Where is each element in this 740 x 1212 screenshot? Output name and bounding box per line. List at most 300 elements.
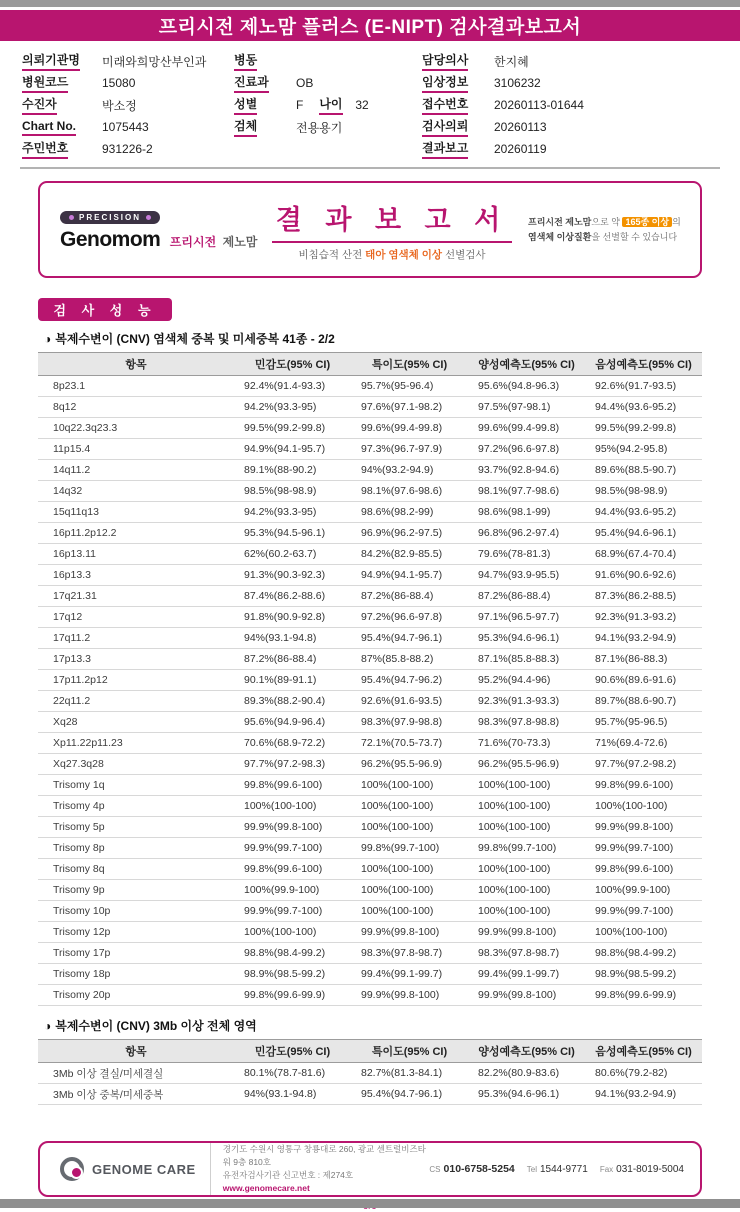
field-value: 15080 <box>102 76 136 90</box>
table-row <box>38 544 702 565</box>
value-cell: 99.8%(99.7-100) <box>351 838 468 859</box>
footer-address-block <box>210 1143 430 1196</box>
side-note-text: 의 <box>672 216 681 227</box>
table-row <box>38 733 702 754</box>
field-value: 20260113-01644 <box>494 98 584 112</box>
report-title-banner <box>0 10 740 41</box>
value-cell: 96.8%(96.2-97.4) <box>468 523 585 544</box>
item-cell: Trisomy 5p <box>38 817 234 838</box>
value-cell: 100%(100-100) <box>351 880 468 901</box>
table-row <box>38 502 702 523</box>
table-row <box>38 901 702 922</box>
value-cell: 95.3%(94.6-96.1) <box>468 628 585 649</box>
field-label-cell <box>234 51 296 71</box>
patient-info-row <box>22 50 234 72</box>
item-cell: Trisomy 1q <box>38 775 234 796</box>
item-cell: 17p11.2p12 <box>38 670 234 691</box>
value-cell: 95.2%(94.4-96) <box>468 670 585 691</box>
item-cell: 17q21.31 <box>38 586 234 607</box>
value-cell: 92.3%(91.3-93.3) <box>468 691 585 712</box>
value-cell: 99.9%(99.7-100) <box>585 838 702 859</box>
value-cell: 94.1%(93.2-94.9) <box>585 628 702 649</box>
value-cell: 100%(100-100) <box>351 817 468 838</box>
table-row <box>38 985 702 1006</box>
field-label-cell <box>22 119 102 136</box>
patient-info-row <box>22 94 234 116</box>
genomecare-logo-text: GENOME CARE <box>92 1161 196 1177</box>
value-cell: 97.7%(97.2-98.3) <box>234 754 351 775</box>
field-label: Chart No. <box>22 119 76 136</box>
contact-fax <box>600 1164 684 1175</box>
value-cell: 92.6%(91.7-93.5) <box>585 376 702 397</box>
field-value: 20260119 <box>494 142 547 156</box>
field-label: 나이 <box>319 95 342 115</box>
value-cell: 99.6%(99.4-99.8) <box>351 418 468 439</box>
value-cell: 91.6%(90.6-92.6) <box>585 565 702 586</box>
contact-label: Fax <box>599 1164 614 1174</box>
value-cell: 89.6%(88.5-90.7) <box>585 460 702 481</box>
value-cell: 98.1%(97.6-98.6) <box>351 481 468 502</box>
value-cell: 91.8%(90.9-92.8) <box>234 607 351 628</box>
value-cell: 97.2%(96.6-97.8) <box>351 607 468 628</box>
value-cell: 100%(100-100) <box>234 922 351 943</box>
value-cell: 99.9%(99.8-100) <box>351 922 468 943</box>
field-label-cell <box>422 139 494 159</box>
value-cell: 100%(100-100) <box>468 817 585 838</box>
value-cell: 99.8%(99.6-99.9) <box>585 985 702 1006</box>
table-row <box>38 880 702 901</box>
value-cell: 99.9%(99.7-100) <box>234 838 351 859</box>
field-value: 931226-2 <box>102 142 153 156</box>
value-cell: 99.9%(99.8-100) <box>468 922 585 943</box>
field-value: 박소정 <box>102 98 137 113</box>
value-cell: 99.9%(99.8-100) <box>234 817 351 838</box>
value-cell: 99.9%(99.7-100) <box>234 901 351 922</box>
item-cell: 8q12 <box>38 397 234 418</box>
column-header-specificity: 특이도(95% CI) <box>351 353 468 376</box>
item-cell: 17q12 <box>38 607 234 628</box>
patient-info-row <box>422 94 724 116</box>
item-cell: 16p13.3 <box>38 565 234 586</box>
value-cell: 71%(69.4-72.6) <box>585 733 702 754</box>
value-cell: 80.1%(78.7-81.6) <box>234 1063 351 1084</box>
value-cell: 97.3%(96.7-97.9) <box>351 439 468 460</box>
value-cell: 99.9%(99.7-100) <box>585 901 702 922</box>
patient-info-row <box>22 138 234 160</box>
patient-info-row <box>422 116 724 138</box>
value-cell: 99.9%(99.8-100) <box>468 985 585 1006</box>
item-cell: 10q22.3q23.3 <box>38 418 234 439</box>
subtitle-pre: 비침습적 산전 <box>298 248 363 261</box>
table-row <box>38 838 702 859</box>
value-cell: 99.8%(99.7-100) <box>468 838 585 859</box>
value-cell: 95.4%(94.7-96.1) <box>351 1084 468 1105</box>
side-note-highlight: 165종 이상 <box>622 217 672 227</box>
badge-dot-icon <box>146 215 151 220</box>
table-row <box>38 691 702 712</box>
table-row <box>38 628 702 649</box>
field-label: 진료과 <box>234 73 269 93</box>
value-cell: 96.9%(96.2-97.5) <box>351 523 468 544</box>
column-header-specificity: 특이도(95% CI) <box>351 1040 468 1063</box>
field-value: 20260113 <box>494 120 547 134</box>
field-label: 결과보고 <box>422 139 468 159</box>
patient-info-column-right <box>422 50 724 160</box>
table-row <box>38 418 702 439</box>
value-cell: 94.2%(93.3-95) <box>234 397 351 418</box>
value-cell: 95.3%(94.6-96.1) <box>468 1084 585 1105</box>
value-cell: 98.5%(98-98.9) <box>585 481 702 502</box>
side-note-brand: 프리시전 제노맘 <box>528 216 592 227</box>
value-cell: 98.9%(98.5-99.2) <box>234 964 351 985</box>
value-cell: 92.6%(91.6-93.5) <box>351 691 468 712</box>
field-value: 한지혜 <box>494 54 529 69</box>
table-header-row <box>38 1040 702 1063</box>
value-cell: 94.9%(94.1-95.7) <box>351 565 468 586</box>
value-cell: 95.4%(94.7-96.1) <box>351 628 468 649</box>
footer-website: www.genomecare.net <box>222 1183 310 1194</box>
value-cell: 99.5%(99.2-99.8) <box>234 418 351 439</box>
patient-info-column-middle <box>234 50 422 160</box>
item-cell: Trisomy 20p <box>38 985 234 1006</box>
value-cell: 95.3%(94.5-96.1) <box>234 523 351 544</box>
value-cell: 99.5%(99.2-99.8) <box>585 418 702 439</box>
section-header-test-performance: 검 사 성 능 <box>38 298 172 321</box>
item-cell: 3Mb 이상 결실/미세결실 <box>38 1063 234 1084</box>
value-cell: 98.6%(98.2-99) <box>351 502 468 523</box>
value-cell: 100%(100-100) <box>351 796 468 817</box>
field-label-cell <box>22 73 102 93</box>
value-cell: 97.1%(96.5-97.7) <box>468 607 585 628</box>
item-cell: Trisomy 4p <box>38 796 234 817</box>
patient-info-row <box>422 50 724 72</box>
side-note-text: 으로 약 <box>591 216 623 227</box>
field-label-cell <box>422 73 494 93</box>
item-cell: 15q11q13 <box>38 502 234 523</box>
value-cell: 99.6%(99.4-99.8) <box>468 418 585 439</box>
value-cell: 87.2%(86-88.4) <box>468 586 585 607</box>
field-label-cell <box>422 51 494 71</box>
contact-number: 010-6758-5254 <box>443 1163 515 1175</box>
field-label: 의뢰기관명 <box>22 51 80 71</box>
column-header-sensitivity: 민감도(95% CI) <box>234 1040 351 1063</box>
patient-info-row <box>234 116 422 138</box>
field-label-cell <box>234 117 296 137</box>
value-cell: 87.2%(86-88.4) <box>234 649 351 670</box>
cnv3mb-table-caption <box>44 1017 740 1034</box>
field-value: OB <box>296 76 314 90</box>
table-row <box>38 481 702 502</box>
value-cell: 100%(100-100) <box>585 796 702 817</box>
value-cell: 87.3%(86.2-88.5) <box>585 586 702 607</box>
top-gray-strip <box>0 0 740 7</box>
patient-info-row <box>234 94 422 116</box>
item-cell: Trisomy 9p <box>38 880 234 901</box>
table-row <box>38 586 702 607</box>
logo-wordmark <box>60 228 256 252</box>
result-report-title: 결 과 보 고 서 <box>272 198 512 243</box>
footer-contacts <box>429 1163 684 1175</box>
field-label: 성별 <box>234 95 257 115</box>
section-divider <box>20 167 720 169</box>
item-cell: Trisomy 8p <box>38 838 234 859</box>
field-value: 32 <box>355 98 369 112</box>
bottom-gray-strip <box>0 1199 740 1208</box>
patient-info-column-left <box>22 50 234 160</box>
patient-info-row <box>22 116 234 138</box>
value-cell: 100%(100-100) <box>351 859 468 880</box>
column-header-npv: 음성예측도(95% CI) <box>585 353 702 376</box>
field-label: 병원코드 <box>22 73 68 93</box>
item-cell: 16p13.11 <box>38 544 234 565</box>
value-cell: 94%(93.1-94.8) <box>234 1084 351 1105</box>
table-row <box>38 397 702 418</box>
item-cell: 17q11.2 <box>38 628 234 649</box>
table-row <box>38 859 702 880</box>
patient-info-row <box>422 138 724 160</box>
column-header-item: 항목 <box>38 353 234 376</box>
value-cell: 87.1%(85.8-88.3) <box>468 649 585 670</box>
field-label-cell <box>234 95 296 115</box>
value-cell: 98.3%(97.8-98.7) <box>351 943 468 964</box>
value-cell: 92.4%(91.4-93.3) <box>234 376 351 397</box>
value-cell: 84.2%(82.9-85.5) <box>351 544 468 565</box>
patient-info-section <box>0 41 740 164</box>
item-cell: Trisomy 12p <box>38 922 234 943</box>
value-cell: 80.6%(79.2-82) <box>585 1063 702 1084</box>
value-cell: 95.7%(95-96.4) <box>351 376 468 397</box>
field-label: 수진자 <box>22 95 57 115</box>
value-cell: 100%(99.9-100) <box>585 880 702 901</box>
value-cell: 89.1%(88-90.2) <box>234 460 351 481</box>
value-cell: 90.6%(89.6-91.6) <box>585 670 702 691</box>
value-cell: 95%(94.2-95.8) <box>585 439 702 460</box>
value-cell: 97.5%(97-98.1) <box>468 397 585 418</box>
table-row <box>38 523 702 544</box>
value-cell: 95.4%(94.6-96.1) <box>585 523 702 544</box>
report-center-title-block <box>256 198 528 262</box>
column-header-ppv: 양성예측도(95% CI) <box>468 353 585 376</box>
field-label: 검사의뢰 <box>422 117 468 137</box>
table-row <box>38 565 702 586</box>
logo-korean-product: 제노맘 <box>222 235 258 249</box>
field-value: 전용용기 <box>296 120 343 135</box>
value-cell: 99.8%(99.6-100) <box>234 775 351 796</box>
side-note-bold: 염색체 이상질환 <box>528 231 592 242</box>
value-cell: 79.6%(78-81.3) <box>468 544 585 565</box>
footer-address: 경기도 수원시 영통구 창룡대로 260, 광교 센트럴비즈타워 9층 810호 <box>222 1143 426 1167</box>
value-cell: 100%(100-100) <box>351 901 468 922</box>
item-cell: 14q11.2 <box>38 460 234 481</box>
item-cell: 11p15.4 <box>38 439 234 460</box>
value-cell: 90.1%(89-91.1) <box>234 670 351 691</box>
value-cell: 98.5%(98-98.9) <box>234 481 351 502</box>
patient-info-row <box>22 72 234 94</box>
value-cell: 99.4%(99.1-99.7) <box>468 964 585 985</box>
table-row <box>38 922 702 943</box>
value-cell: 94%(93.2-94.9) <box>351 460 468 481</box>
value-cell: 71.6%(70-73.3) <box>468 733 585 754</box>
item-cell: Trisomy 10p <box>38 901 234 922</box>
value-cell: 99.4%(99.1-99.7) <box>351 964 468 985</box>
value-cell: 100%(100-100) <box>234 796 351 817</box>
table-row <box>38 376 702 397</box>
value-cell: 87.1%(86-88.3) <box>585 649 702 670</box>
table-row <box>38 754 702 775</box>
value-cell: 89.3%(88.2-90.4) <box>234 691 351 712</box>
field-label: 접수번호 <box>422 95 468 115</box>
value-cell: 99.8%(99.6-100) <box>585 859 702 880</box>
value-cell: 94.9%(94.1-95.7) <box>234 439 351 460</box>
field-label: 담당의사 <box>422 51 468 71</box>
value-cell: 97.7%(97.2-98.2) <box>585 754 702 775</box>
item-cell: 22q11.2 <box>38 691 234 712</box>
badge-dot-icon <box>69 215 74 220</box>
field-label: 임상정보 <box>422 73 468 93</box>
patient-info-row <box>234 72 422 94</box>
column-header-ppv: 양성예측도(95% CI) <box>468 1040 585 1063</box>
genomom-logo <box>60 207 256 252</box>
table-row <box>38 1084 702 1105</box>
value-cell: 70.6%(68.9-72.2) <box>234 733 351 754</box>
value-cell: 100%(99.9-100) <box>234 880 351 901</box>
contact-number: 1544-9771 <box>539 1163 588 1175</box>
genomecare-logo-icon <box>60 1157 84 1181</box>
value-cell: 96.2%(95.5-96.9) <box>351 754 468 775</box>
value-cell: 100%(100-100) <box>468 901 585 922</box>
item-cell: Xq28 <box>38 712 234 733</box>
column-header-item: 항목 <box>38 1040 234 1063</box>
value-cell: 100%(100-100) <box>468 775 585 796</box>
value-cell: 96.2%(95.5-96.9) <box>468 754 585 775</box>
field-value: 1075443 <box>102 120 149 134</box>
cnv-table-caption-text: 복제수변이 (CNV) 염색체 중복 및 미세중복 41종 - 2/2 <box>55 332 335 346</box>
table-row <box>38 460 702 481</box>
field-label-cell <box>234 73 296 93</box>
cnv-performance-table <box>38 352 702 1006</box>
value-cell: 87.2%(86-88.4) <box>351 586 468 607</box>
report-side-note <box>528 215 686 245</box>
value-cell: 94%(93.1-94.8) <box>234 628 351 649</box>
table-row <box>38 1063 702 1084</box>
result-report-subtitle <box>256 247 528 262</box>
value-cell: 89.7%(88.6-90.7) <box>585 691 702 712</box>
contact-number: 031-8019-5004 <box>616 1163 684 1175</box>
value-cell: 100%(100-100) <box>468 880 585 901</box>
table-row <box>38 817 702 838</box>
field-label-cell <box>22 95 102 115</box>
column-header-sensitivity: 민감도(95% CI) <box>234 353 351 376</box>
value-cell: 99.9%(99.8-100) <box>351 985 468 1006</box>
field-value: F <box>296 98 304 112</box>
item-cell: 17p13.3 <box>38 649 234 670</box>
page-title: 프리시전 제노맘 플러스 (E-NIPT) 검사결과보고서 <box>158 17 582 38</box>
value-cell: 99.8%(99.6-100) <box>234 859 351 880</box>
half-circle-bullet-icon: ◑ <box>44 332 52 346</box>
value-cell: 97.6%(97.1-98.2) <box>351 397 468 418</box>
field-label-cell <box>22 139 102 159</box>
field-label-cell <box>319 95 355 115</box>
value-cell: 94.2%(93.3-95) <box>234 502 351 523</box>
subtitle-post: 선별검사 <box>444 248 486 261</box>
table-header-row <box>38 353 702 376</box>
field-label-cell <box>22 51 102 71</box>
value-cell: 87%(85.8-88.2) <box>351 649 468 670</box>
value-cell: 82.7%(81.3-84.1) <box>351 1063 468 1084</box>
value-cell: 100%(100-100) <box>351 775 468 796</box>
value-cell: 95.4%(94.7-96.2) <box>351 670 468 691</box>
field-value: 3106232 <box>494 76 541 90</box>
field-value: 미래와희망산부인과 <box>102 54 207 69</box>
item-cell: 16p11.2p12.2 <box>38 523 234 544</box>
table-row <box>38 943 702 964</box>
table-row <box>38 796 702 817</box>
item-cell: Trisomy 17p <box>38 943 234 964</box>
value-cell: 98.8%(98.4-99.2) <box>585 943 702 964</box>
item-cell: 8p23.1 <box>38 376 234 397</box>
table-row <box>38 649 702 670</box>
value-cell: 95.6%(94.9-96.4) <box>234 712 351 733</box>
value-cell: 99.8%(99.6-99.9) <box>234 985 351 1006</box>
footer-company-box <box>38 1141 702 1197</box>
value-cell: 95.6%(94.8-96.3) <box>468 376 585 397</box>
subtitle-accent: 태아 염색체 이상 <box>365 248 443 261</box>
table-row <box>38 670 702 691</box>
item-cell: 3Mb 이상 중복/미세중복 <box>38 1084 234 1105</box>
value-cell: 98.3%(97.8-98.7) <box>468 943 585 964</box>
value-cell: 82.2%(80.9-83.6) <box>468 1063 585 1084</box>
table-row <box>38 607 702 628</box>
table-row <box>38 439 702 460</box>
value-cell: 94.1%(93.2-94.9) <box>585 1084 702 1105</box>
item-cell: Xp11.22p11.23 <box>38 733 234 754</box>
result-report-header-box <box>38 181 702 278</box>
value-cell: 95.7%(95-96.5) <box>585 712 702 733</box>
value-cell: 93.7%(92.8-94.6) <box>468 460 585 481</box>
value-cell: 98.8%(98.4-99.2) <box>234 943 351 964</box>
value-cell: 98.3%(97.8-98.8) <box>468 712 585 733</box>
item-cell: Xq27.3q28 <box>38 754 234 775</box>
logo-korean-brand: 프리시전 <box>169 235 217 249</box>
cnv3mb-table-caption-text: 복제수변이 (CNV) 3Mb 이상 전체 영역 <box>55 1019 257 1033</box>
contact-cs <box>429 1163 514 1175</box>
precision-badge-label: PRECISION <box>79 213 142 222</box>
value-cell: 62%(60.2-63.7) <box>234 544 351 565</box>
value-cell: 72.1%(70.5-73.7) <box>351 733 468 754</box>
item-cell: Trisomy 8q <box>38 859 234 880</box>
table-row <box>38 775 702 796</box>
item-cell: 14q32 <box>38 481 234 502</box>
value-cell: 97.2%(96.6-97.8) <box>468 439 585 460</box>
contact-tel <box>527 1164 588 1175</box>
logo-genomom-text: Genomom <box>60 228 161 251</box>
value-cell: 99.9%(99.8-100) <box>585 817 702 838</box>
field-label-cell <box>422 117 494 137</box>
table-row <box>38 964 702 985</box>
item-cell: Trisomy 18p <box>38 964 234 985</box>
value-cell: 68.9%(67.4-70.4) <box>585 544 702 565</box>
value-cell: 100%(100-100) <box>585 922 702 943</box>
value-cell: 100%(100-100) <box>468 796 585 817</box>
value-cell: 87.4%(86.2-88.6) <box>234 586 351 607</box>
cnv-table-caption <box>44 330 740 347</box>
half-circle-bullet-icon: ◑ <box>44 1019 52 1033</box>
value-cell: 94.4%(93.6-95.2) <box>585 397 702 418</box>
genomecare-logo <box>60 1157 196 1181</box>
value-cell: 100%(100-100) <box>468 859 585 880</box>
value-cell: 91.3%(90.3-92.3) <box>234 565 351 586</box>
value-cell: 98.1%(97.7-98.6) <box>468 481 585 502</box>
